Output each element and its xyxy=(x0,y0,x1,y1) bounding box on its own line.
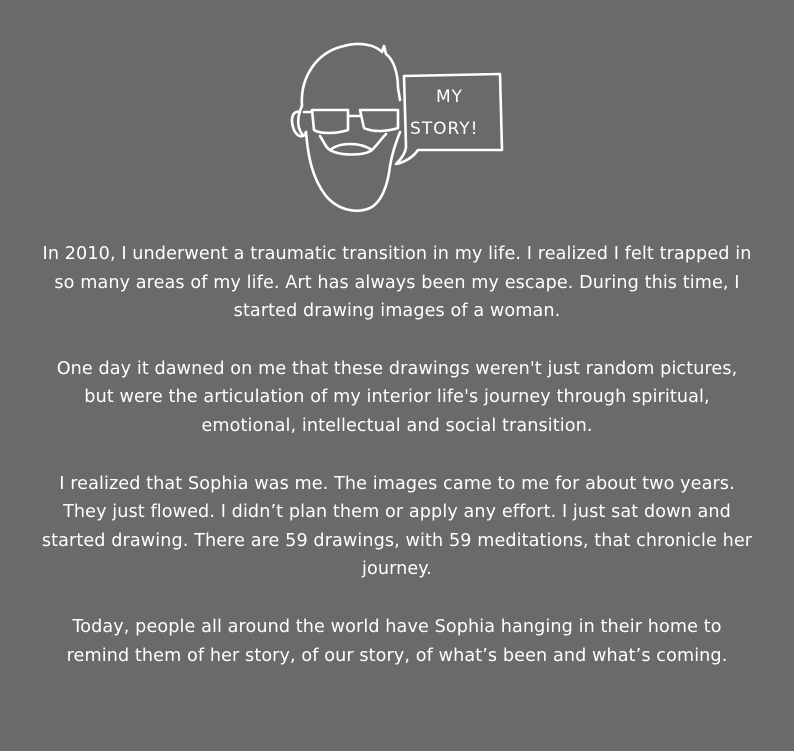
story-paragraph-3: I realized that Sophia was me. The images came to me for about two years. They just flowed. I didn’t plan them or apply any effort. I just sat down and started drawing. There are 59 drawings, with 59 meditations, that chronicle her journey. xyxy=(41,473,753,580)
bubble-text-story: STORY! xyxy=(410,119,479,139)
story-paragraph-1: In 2010, I underwent a traumatic transition in my life. I realized I felt trapped in so many areas of my life. Art has always been my escape. During this time, I started drawing images of a woman. xyxy=(42,244,752,322)
story-paragraph-4: Today, people all around the world have Sophia hanging in their home to remind them of her story, of our story, of what’s been and what’s coming. xyxy=(66,616,728,666)
head-outline xyxy=(302,44,400,106)
story-text xyxy=(40,240,754,670)
bearded-man-illustration xyxy=(286,38,510,214)
glasses-icon xyxy=(304,110,398,133)
story-paragraph-2: One day it dawned on me that these drawings weren't just random pictures, but were the articulation of my interior life's journey through spiritual, emotional, intellectual and social transition. xyxy=(56,358,738,436)
bubble-text-my: MY xyxy=(436,87,464,107)
